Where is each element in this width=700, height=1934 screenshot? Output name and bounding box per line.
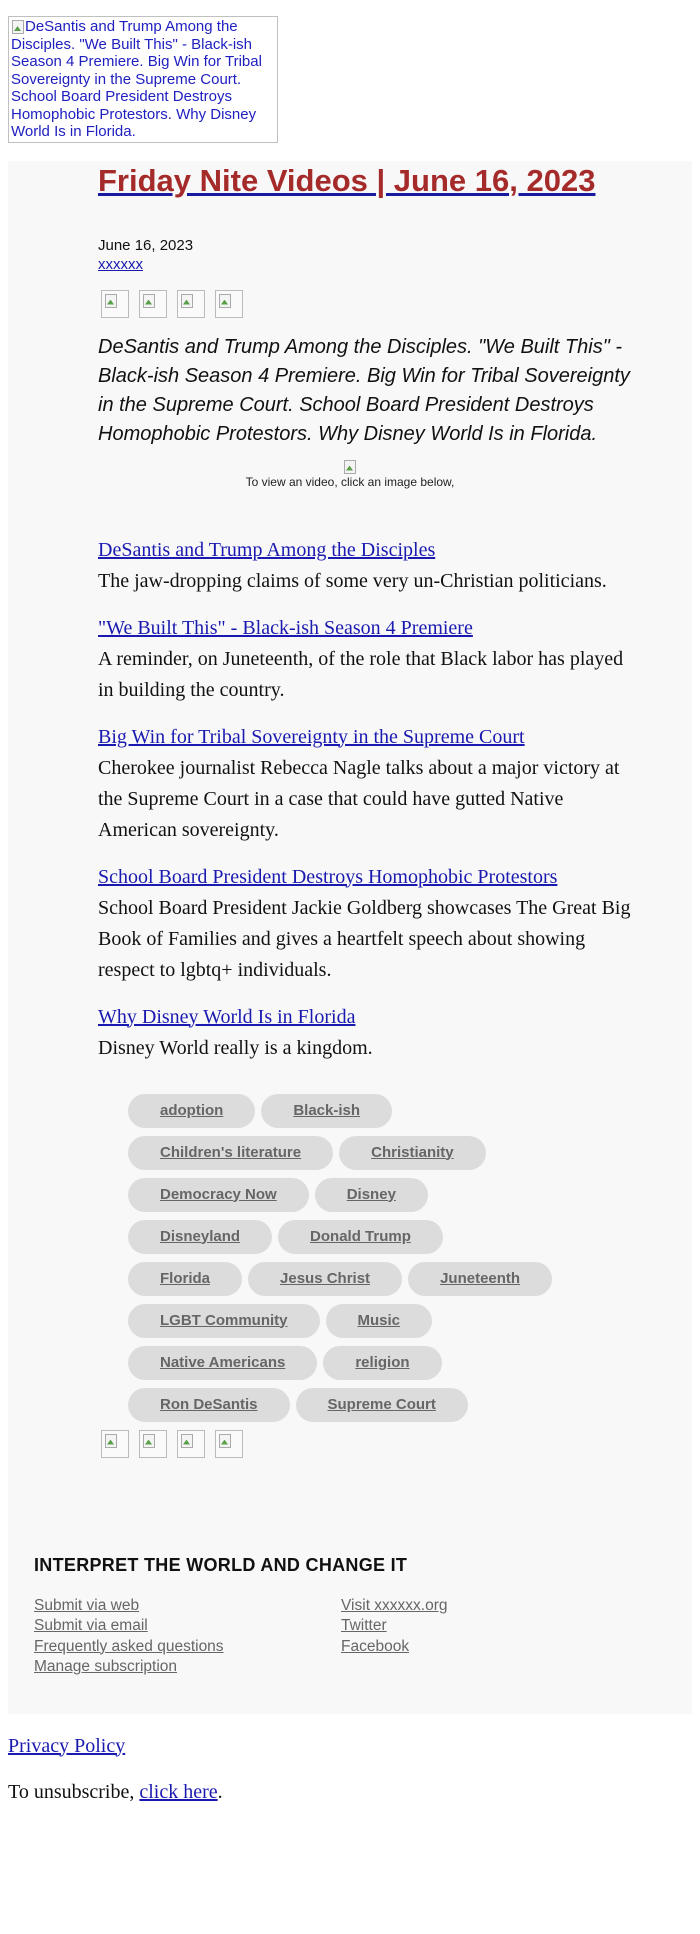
tag-pill[interactable]: Donald Trump	[278, 1220, 443, 1254]
tag-pill[interactable]: Democracy Now	[128, 1178, 309, 1212]
tag-pill[interactable]: religion	[323, 1346, 441, 1380]
privacy-policy-link[interactable]: Privacy Policy	[8, 1734, 126, 1757]
facebook-icon[interactable]	[101, 1430, 129, 1458]
author-link[interactable]: xxxxxx	[98, 255, 143, 273]
footer-columns	[34, 1596, 692, 1678]
unsubscribe-suffix: .	[217, 1780, 223, 1803]
broken-image-icon	[104, 1433, 118, 1447]
page-title[interactable]: Friday Nite Videos | June 16, 2023	[98, 162, 596, 198]
visit-site-link[interactable]: Visit xxxxxx.org	[341, 1596, 448, 1614]
broken-image-icon	[218, 293, 232, 307]
story-description: A reminder, on Juneteenth, of the role that Black labor has played in building the country.	[98, 647, 624, 701]
share-icons-top	[101, 290, 648, 318]
submit-web-link[interactable]: Submit via web	[34, 1596, 140, 1614]
story-description: School Board President Jackie Goldberg showcases The Great Big Book of Families and gives a heartfelt speech about showing respect to lgbtq+ individuals.	[98, 896, 631, 981]
broken-image-icon	[218, 1433, 232, 1447]
publish-date: June 16, 2023	[98, 236, 194, 254]
tag-row	[128, 1346, 628, 1380]
twitter-icon[interactable]	[139, 1430, 167, 1458]
lede-text: DeSantis and Trump Among the Disciples. "We Built This" - Black-ish Season 4 Premiere. Big Win for Tribal Sovereignty in the Supreme Court. School Board President Destroys Homophobic Protestors. Why Disney World Is in Florida.	[98, 335, 630, 445]
tag-row	[128, 1220, 628, 1254]
story-description: Cherokee journalist Rebecca Nagle talks about a major victory at the Supreme Court in a case that could have gutted Native American sovereignty.	[98, 756, 620, 841]
story-title-link[interactable]: Why Disney World Is in Florida	[98, 1005, 356, 1028]
twitter-link[interactable]: Twitter	[341, 1617, 387, 1634]
tag-pill[interactable]: Supreme Court	[296, 1388, 468, 1422]
share-icons-bottom	[101, 1430, 648, 1458]
story-item	[98, 722, 638, 846]
tag-pill[interactable]: Disneyland	[128, 1220, 272, 1254]
tag-pill[interactable]: Native Americans	[128, 1346, 317, 1380]
unsubscribe-prefix: To unsubscribe,	[8, 1780, 140, 1803]
broken-image-icon	[142, 1433, 156, 1447]
story-title-link[interactable]: Big Win for Tribal Sovereignty in the Supreme Court	[98, 725, 525, 748]
footer	[8, 1554, 692, 1678]
story-title-link[interactable]: "We Built This" - Black-ish Season 4 Premiere	[98, 616, 473, 639]
tag-pill[interactable]: Florida	[128, 1262, 242, 1296]
story-item	[98, 862, 638, 986]
tag-pill[interactable]: Children's literature	[128, 1136, 333, 1170]
faq-link[interactable]: Frequently asked questions	[34, 1637, 224, 1655]
submit-email-link[interactable]: Submit via email	[34, 1617, 148, 1634]
broken-image-icon	[180, 1433, 194, 1447]
facebook-icon[interactable]	[101, 290, 129, 318]
manage-subscription-link[interactable]: Manage subscription	[34, 1658, 178, 1675]
tag-row	[128, 1136, 628, 1170]
broken-image-icon	[104, 293, 118, 307]
tag-pill[interactable]: Juneteenth	[408, 1262, 552, 1296]
unsubscribe-text	[8, 1780, 700, 1804]
hero-image-alt-text: DeSantis and Trump Among the Disciples. "We Built This" - Black-ish Season 4 Premiere. Big Win for Tribal Sovereignty in the Supreme Court. School Board President Destroys Homophobic Protestors. Why Disney World Is in Florida.	[11, 18, 262, 140]
video-image-icon[interactable]	[343, 459, 357, 473]
facebook-link[interactable]: Facebook	[341, 1637, 410, 1655]
story-description: Disney World really is a kingdom.	[98, 1036, 373, 1059]
share-icon[interactable]	[215, 290, 243, 318]
hero-image-link[interactable]	[8, 16, 278, 143]
tag-pill[interactable]: adoption	[128, 1094, 255, 1128]
twitter-icon[interactable]	[139, 290, 167, 318]
tag-pill[interactable]: Jesus Christ	[248, 1262, 402, 1296]
tag-pill[interactable]: LGBT Community	[128, 1304, 320, 1338]
story-title-link[interactable]: School Board President Destroys Homophobic Protestors	[98, 865, 558, 888]
broken-image-icon	[180, 293, 194, 307]
story-item	[98, 613, 638, 706]
newsletter-content	[8, 161, 648, 1458]
newsletter-panel	[8, 161, 692, 1714]
tag-row	[128, 1388, 628, 1422]
share-icon[interactable]	[215, 1430, 243, 1458]
tag-list	[128, 1094, 628, 1422]
story-description: The jaw-dropping claims of some very un-Christian politicians.	[98, 569, 607, 592]
tag-pill[interactable]: Music	[326, 1304, 433, 1338]
tag-row	[128, 1304, 628, 1338]
view-note	[8, 459, 692, 490]
tag-pill[interactable]: Ron DeSantis	[128, 1388, 290, 1422]
tag-pill[interactable]: Christianity	[339, 1136, 486, 1170]
tag-pill[interactable]: Black-ish	[261, 1094, 392, 1128]
story-item	[98, 1002, 638, 1064]
story-item	[98, 535, 638, 597]
footer-heading: INTERPRET THE WORLD AND CHANGE IT	[34, 1554, 408, 1575]
tag-row	[128, 1178, 628, 1212]
email-icon[interactable]	[177, 1430, 205, 1458]
email-icon[interactable]	[177, 290, 205, 318]
tag-pill[interactable]: Disney	[315, 1178, 428, 1212]
story-title-link[interactable]: DeSantis and Trump Among the Disciples	[98, 538, 436, 561]
broken-image-icon	[142, 293, 156, 307]
footer-column-1	[34, 1596, 341, 1678]
story-list	[98, 535, 638, 1064]
tag-row	[128, 1094, 628, 1128]
tag-row	[128, 1262, 628, 1296]
footer-column-2	[341, 1596, 448, 1678]
unsubscribe-link[interactable]: click here	[139, 1780, 218, 1803]
broken-image-icon	[11, 19, 25, 33]
view-note-text: To view an video, click an image below,	[245, 474, 455, 489]
